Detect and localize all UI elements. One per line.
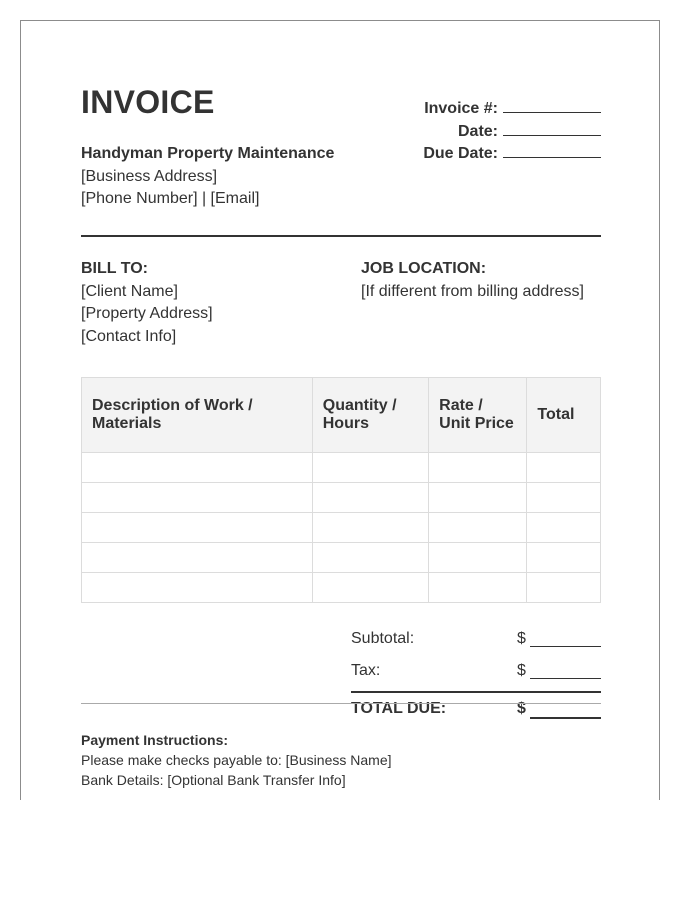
- rate-cell[interactable]: [429, 513, 527, 543]
- business-address: [Business Address]: [81, 167, 218, 185]
- total-cell[interactable]: [527, 483, 601, 513]
- table-body: [82, 453, 601, 603]
- invoice-date-blank[interactable]: [503, 121, 601, 136]
- payment-heading: Payment Instructions:: [81, 732, 229, 748]
- total-cell[interactable]: [527, 573, 601, 603]
- business-contact: [Phone Number] | [Email]: [81, 190, 260, 207]
- due-date-blank[interactable]: [503, 143, 601, 158]
- invoice-number-label: Invoice #:: [424, 100, 498, 117]
- job-location-section: [361, 258, 584, 303]
- payment-checks: Please make checks payable to: [Business Name]: [81, 752, 392, 768]
- table-row: [82, 453, 601, 483]
- description-cell[interactable]: [82, 513, 313, 543]
- invoice-number-blank[interactable]: [503, 98, 601, 113]
- payment-divider: [81, 703, 601, 704]
- due-date-label: Due Date:: [423, 145, 498, 162]
- subtotal-currency: $: [517, 630, 526, 647]
- rate-cell[interactable]: [429, 573, 527, 603]
- quantity-cell[interactable]: [312, 453, 428, 483]
- quantity-cell[interactable]: [312, 573, 428, 603]
- table-row: [82, 543, 601, 573]
- header-rate: Rate / Unit Price: [429, 378, 527, 453]
- tax-label: Tax:: [351, 662, 381, 679]
- contact-info: [Contact Info]: [81, 327, 177, 345]
- due-date-row: [423, 143, 601, 166]
- total-due-divider: [351, 691, 601, 693]
- job-location-note: [If different from billing address]: [361, 282, 584, 300]
- quantity-cell[interactable]: [312, 483, 428, 513]
- rate-cell[interactable]: [429, 483, 527, 513]
- header-total: Total: [527, 378, 601, 453]
- description-cell[interactable]: [82, 573, 313, 603]
- table-row: [82, 573, 601, 603]
- total-due-currency: $: [517, 700, 526, 717]
- client-name: [Client Name]: [81, 282, 178, 300]
- subtotal-blank[interactable]: [530, 646, 601, 647]
- tax-blank[interactable]: [530, 678, 601, 679]
- rate-cell[interactable]: [429, 543, 527, 573]
- property-address: [Property Address]: [81, 305, 213, 322]
- invoice-date-label: Date:: [457, 122, 498, 140]
- job-location-heading: JOB LOCATION:: [361, 260, 487, 277]
- header-description: Description of Work / Materials: [82, 378, 313, 453]
- header-quantity: Quantity / Hours: [312, 378, 428, 453]
- invoice-number-row: [423, 98, 601, 121]
- subtotal-row: [351, 626, 601, 658]
- bill-to-section: [81, 258, 213, 348]
- total-due-label: TOTAL DUE:: [351, 700, 447, 717]
- header-divider: [81, 235, 601, 237]
- description-cell[interactable]: [82, 453, 313, 483]
- total-cell[interactable]: [527, 513, 601, 543]
- quantity-cell[interactable]: [312, 543, 428, 573]
- invoice-meta: [423, 98, 601, 166]
- invoice-date-row: [423, 121, 601, 144]
- business-name: Handyman Property Maintenance: [81, 145, 335, 162]
- business-info: [81, 143, 334, 211]
- payment-instructions: [81, 730, 392, 790]
- description-cell[interactable]: [82, 483, 313, 513]
- line-items-table: [81, 377, 601, 603]
- description-cell[interactable]: [82, 543, 313, 573]
- invoice-title: INVOICE: [81, 84, 215, 120]
- total-due-blank[interactable]: [530, 717, 601, 719]
- table-row: [82, 513, 601, 543]
- table-header-row: [82, 378, 601, 453]
- total-cell[interactable]: [527, 453, 601, 483]
- table-row: [82, 483, 601, 513]
- rate-cell[interactable]: [429, 453, 527, 483]
- totals-section: [351, 626, 601, 728]
- quantity-cell[interactable]: [312, 513, 428, 543]
- tax-row: [351, 658, 601, 690]
- subtotal-label: Subtotal:: [351, 630, 415, 647]
- tax-currency: $: [517, 662, 526, 679]
- payment-bank: Bank Details: [Optional Bank Transfer Info]: [81, 772, 346, 788]
- bill-to-heading: BILL TO:: [81, 260, 148, 277]
- total-due-row: [351, 696, 601, 728]
- total-cell[interactable]: [527, 543, 601, 573]
